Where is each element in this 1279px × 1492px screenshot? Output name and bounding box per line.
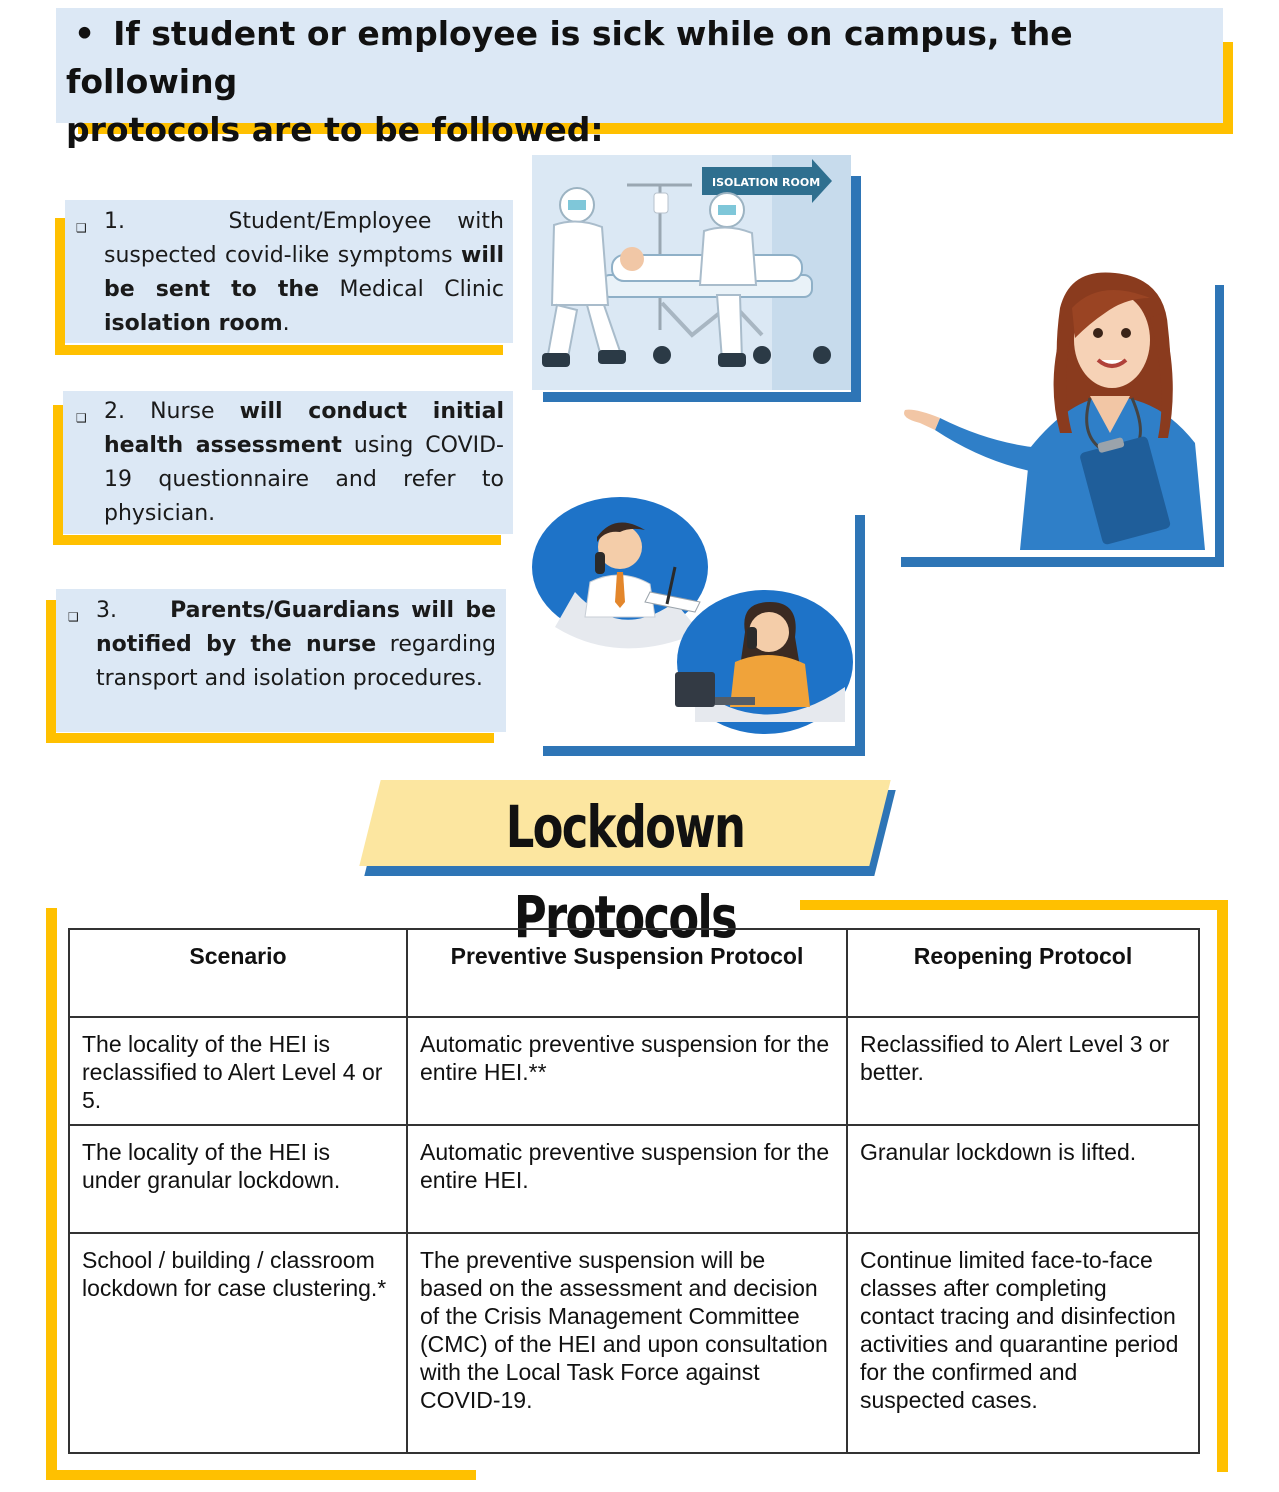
table-accent-right: [1217, 900, 1228, 1472]
cell-preventive: Automatic preventive suspension for the entire HEI.: [407, 1125, 847, 1233]
header-text: [66, 10, 1216, 154]
step-3-accent-bottom: [46, 733, 494, 743]
step-2-number: 2.: [104, 399, 125, 424]
nurse-illustration: [900, 268, 1212, 550]
phone-call-illustration: [525, 492, 855, 742]
cell-reopening: Reclassified to Alert Level 3 or better.: [847, 1017, 1199, 1125]
cell-preventive: Automatic preventive suspension for the entire HEI.**: [407, 1017, 847, 1125]
step-1-number: 1.: [104, 209, 125, 234]
cell-scenario: School / building / classroom lockdown for case clustering.*: [69, 1233, 407, 1453]
step-2-text: [104, 395, 504, 531]
call-illus-accent-bottom: [543, 746, 865, 756]
header-accent-side: [1222, 42, 1233, 134]
step-1-part-3: Medical Clinic: [319, 277, 504, 302]
step-1-part-5: .: [282, 311, 290, 336]
step-2-part-1: Nurse: [150, 399, 240, 424]
isolation-illus-accent-right: [851, 176, 861, 402]
nurse-svg: [900, 268, 1212, 550]
step-2-accent-bottom: [53, 535, 501, 545]
header-line-2: protocols are to be followed:: [66, 110, 604, 149]
table-accent-top: [800, 900, 1228, 910]
cell-reopening: Continue limited face-to-face classes after completing contact tracing and disinfection activities and quarantine period for the confirmed and suspected cases.: [847, 1233, 1199, 1453]
header-preventive-suspension: Preventive Suspension Protocol: [407, 929, 847, 1017]
header-bullet: •: [74, 14, 96, 53]
step-1-bullet-icon: ❑: [76, 221, 87, 235]
table-row: [69, 1125, 1199, 1233]
isolation-room-illustration: [532, 155, 851, 390]
header-scenario: Scenario: [69, 929, 407, 1017]
step-1-accent-bottom: [55, 345, 503, 355]
step-2-bullet-icon: ❑: [76, 411, 87, 425]
table-row: [69, 1017, 1199, 1125]
step-3-part-1: Parents/Guardians will be notified by the nurse: [96, 598, 496, 657]
step-3-accent-left: [46, 600, 56, 743]
step-1-text: [104, 205, 504, 341]
phone-call-svg: [525, 492, 855, 742]
step-1-part-1: Student/Employee with suspected covid-like symptoms: [104, 209, 504, 268]
step-3-number: 3.: [96, 598, 117, 623]
cell-preventive: The preventive suspension will be based on the assessment and decision of the Crisis Management Committee (CMC) of the HEI and upon consultation with the Local Task Force against COVID-19.: [407, 1233, 847, 1453]
nurse-illus-accent-right: [1215, 285, 1224, 567]
call-illus-accent-right: [855, 515, 865, 756]
step-3-bullet-icon: ❑: [68, 610, 79, 624]
header-line-1: If student or employee is sick while on campus, the following: [66, 14, 1073, 101]
lockdown-title: Lockdown Protocols: [505, 793, 745, 951]
step-3-text: [96, 594, 496, 696]
step-2-part-2: will conduct initial health assessment: [104, 399, 504, 458]
lockdown-protocols-table: [68, 928, 1200, 1454]
isolation-illus-accent-bottom: [543, 392, 861, 402]
step-3-part-2: regarding transport and isolation procedures.: [96, 632, 496, 691]
step-2-accent-left: [53, 405, 63, 545]
table-row: [69, 1233, 1199, 1453]
table-header-row: [69, 929, 1199, 1017]
header-reopening-protocol: Reopening Protocol: [847, 929, 1199, 1017]
step-1-part-4: isolation room: [104, 311, 283, 336]
cell-reopening: Granular lockdown is lifted.: [847, 1125, 1199, 1233]
step-1-part-2: will be sent to the: [104, 243, 504, 302]
nurse-illus-accent-bottom: [901, 557, 1224, 567]
step-2-part-3: using COVID-19 questionnaire and refer to physician.: [104, 433, 505, 526]
step-1-accent-left: [55, 218, 65, 355]
isolation-sign-text: ISOLATION ROOM: [712, 176, 821, 189]
table-accent-left: [46, 908, 57, 1480]
table-accent-bottom: [46, 1470, 476, 1480]
cell-scenario: The locality of the HEI is reclassified to Alert Level 4 or 5.: [69, 1017, 407, 1125]
isolation-room-svg: [532, 155, 851, 390]
cell-scenario: The locality of the HEI is under granular lockdown.: [69, 1125, 407, 1233]
